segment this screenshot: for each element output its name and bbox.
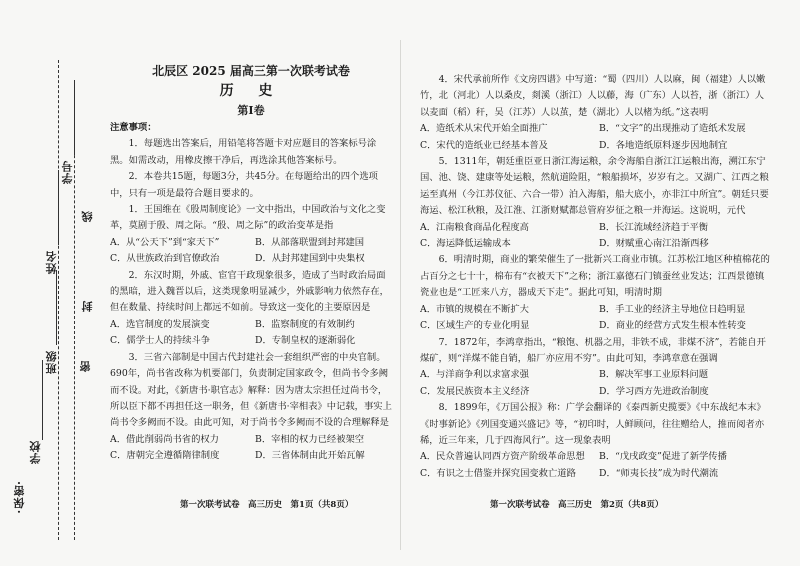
school-blank <box>42 360 43 440</box>
question-4 <box>420 72 770 154</box>
notice-item: 1．每题选出答案后，用铅笔将答题卡对应题目的答案标号涂黑。如需改动，用橡皮擦干净后，再选涂其他答案标号。 <box>110 138 377 166</box>
student-id-label: 学号 <box>61 160 74 184</box>
option-d: D．三省体制由此开始瓦解 <box>255 450 365 462</box>
question-6 <box>420 252 770 334</box>
option-b: B．长江流域经济趋于平衡 <box>599 221 709 233</box>
option-a: A．借此削弱尚书省的权力 <box>110 433 219 445</box>
option-d: D．财赋重心南江沿渐西移 <box>599 238 709 250</box>
option-b: B．监察制度的有效制约 <box>255 318 355 330</box>
exam-title: 北辰区 2025 届高三第一次联考试卷 <box>152 64 350 78</box>
page-one-footer: 第一次联考试卷 高三历史 第1页（共8页） <box>180 500 354 510</box>
option-a: A．与洋商争利以求富求强 <box>420 369 529 381</box>
question-3 <box>110 350 392 465</box>
question-5 <box>420 154 770 252</box>
option-c: C．唐朝完全遵循隋律制度 <box>110 450 220 462</box>
option-d: D．“师夷长技”成为时代潮流 <box>599 467 719 479</box>
name-label: 姓名 <box>45 250 58 274</box>
option-b: B．手工业的经济主导地位日趋明显 <box>599 303 746 315</box>
seal-label: ·保密· <box>13 480 26 514</box>
page-two-footer: 第一次联考试卷 高三历史 第2页（共8页） <box>490 500 664 510</box>
option-b: B．“戊戌政变”促进了新学传播 <box>599 451 727 463</box>
option-c: C．儒学士人的持续斗争 <box>110 335 211 347</box>
question-8 <box>420 400 770 482</box>
page-divider <box>400 40 401 550</box>
seal-word-mi: 密 <box>79 360 92 372</box>
school-label: 学校 <box>29 440 42 464</box>
option-d: D．学习西方先进政治制度 <box>599 385 709 397</box>
question-stem: 4．宋代承前所作《文房四谱》中写道：“蜀（四川）人以麻，闽（福建）人以嫩竹，北（河北）人以桑皮，剡溪（浙江）人以藤，海（广东）人以苔，浙（浙江）人以麦面（稻）秆，吴（江苏）人以茧，楚（湖北）人以楮为纸。”这表明 <box>420 74 766 118</box>
option-d: D．各地造纸原料逐步因地制宜 <box>599 139 728 151</box>
binding-strip <box>8 60 108 540</box>
name-blank <box>58 170 59 245</box>
option-b: B．“文字”的出现推动了造纸术发展 <box>599 123 746 135</box>
question-stem: 7．1872年，李鸿章指出，“粮饱、机器之用，非铁不成，非煤不济”，若能自开煤矿，则“洋煤不能自销，船厂亦应用不穷”。由此可知，李鸿章意在强调 <box>420 336 766 364</box>
option-c: C．有识之士借鉴并探究国变救亡道路 <box>420 467 576 479</box>
id-blank <box>74 80 75 155</box>
option-c: C．区域生产的专业化明显 <box>420 320 530 332</box>
option-c: C．宋代的造纸业已经基本普及 <box>420 139 548 151</box>
option-b: B．宰相的权力已经被架空 <box>255 433 365 445</box>
option-b: B．解决军事工业原料问题 <box>599 369 709 381</box>
seal-line <box>58 60 59 540</box>
notice-item: 2．本卷共15题，每题3分，共45分。在每题给出的四个选项中，只有一项是最符合题目要求的。 <box>110 171 378 199</box>
option-a: A．造纸术从宋代开始全面推广 <box>420 123 548 135</box>
option-d: D．从封邦建国到中央集权 <box>255 253 365 265</box>
question-stem: 1．王国维在《殷周制度论》一文中指出，中国政治与文化之变革，莫剧于殷、周之际。“殷、周之际”的政治变革是指 <box>110 204 386 232</box>
class-label: 班级 <box>45 350 58 374</box>
question-stem: 6．明清时期，商业的繁荣催生了一批新兴工商业市镇。江苏松江地区种植棉花的占百分之七十十，棉布有“衣被天下”之称；浙江嘉德石门镇蚕丝业发达；江西景德镇瓷业也是“工匠来八方，器成天下走”。据此可知，明清时期 <box>420 254 770 299</box>
question-stem: 2．东汉时期，外戚、宦官干政现象很多，造成了当时政治局面的黑暗，进入魏晋以后，这类现象明显减少，外戚影响力依然存在，但在数量、持续时间上都远不如前。导致这一变化的主要原因是 <box>110 269 389 314</box>
question-7 <box>420 335 770 401</box>
page-one <box>110 62 392 465</box>
option-d: D．专制皇权的逐渐弱化 <box>255 335 356 347</box>
option-a: A．从“公天下”到“家天下” <box>110 236 220 248</box>
question-stem: 3．三省六部制是中国古代封建社会一套组织严密的中央官制。690年，尚书省改称为机要部门，负责制定国家政令，但尚书令多阙而不设。对此，《新唐书·职官志》解释：因为唐太宗担任过尚书令，所以臣下都不再担任这一职务，但《新唐书·宰相表》中记载，事实上尚书令多阙而不设。由此可知，对于尚书令多阙而不设的合理解释是 <box>110 351 392 429</box>
volume-title: 第Ⅰ卷 <box>237 104 265 117</box>
option-d: D．商业的经营方式发生根本性转变 <box>599 320 746 332</box>
option-a: A．选官制度的发展演变 <box>110 318 210 330</box>
option-a: A．市镇的规模在不断扩大 <box>420 303 529 315</box>
option-a: A．江南粮食商品化程度高 <box>420 221 529 233</box>
notice-heading: 注意事项： <box>110 122 157 133</box>
option-a: A．民众普遍认同西方资产阶级革命思想 <box>420 451 585 463</box>
option-b: B．从部落联盟到封邦建国 <box>255 236 365 248</box>
option-c: C．发展民族资本主义经济 <box>420 385 530 397</box>
subject-title: 历 史 <box>219 83 283 99</box>
question-stem: 8．1899年，《万国公报》称：广学会翻译的《泰西新史揽要》《中东战纪本末》《时事新论》《列国变通兴盛记》等，“初印时，人鲜顾问，往往赠给人，推而阅者亦稀，近三年来，几于四海风行”。这一现象表明 <box>420 402 766 446</box>
seal-word-xian: 线 <box>81 210 94 222</box>
question-2 <box>110 268 392 350</box>
seal-word-feng: 封 <box>81 300 94 312</box>
question-1 <box>110 202 392 268</box>
class-blank <box>56 270 57 345</box>
page-two <box>420 72 770 482</box>
option-c: C．从世族政治到官僚政治 <box>110 253 220 265</box>
question-stem: 5．1311年，朝廷重臣亚日浙江海运粮，余令海船自浙江江运粮出海，溯江东宁国、池、饶、建康等处运粮，然航道险阻，“粮船损坏，岁岁有之。又湖广、江西之粮运至真州（今江苏仪征、六合一带）泊入海船，船大底小，亦非江中所宜”。朝廷只要海运、松江秋粮，及江淮、江浙财赋都总管府岁征之粮一并海运。这说明，元代 <box>420 156 769 217</box>
option-c: C．海运降低运输成本 <box>420 238 511 250</box>
